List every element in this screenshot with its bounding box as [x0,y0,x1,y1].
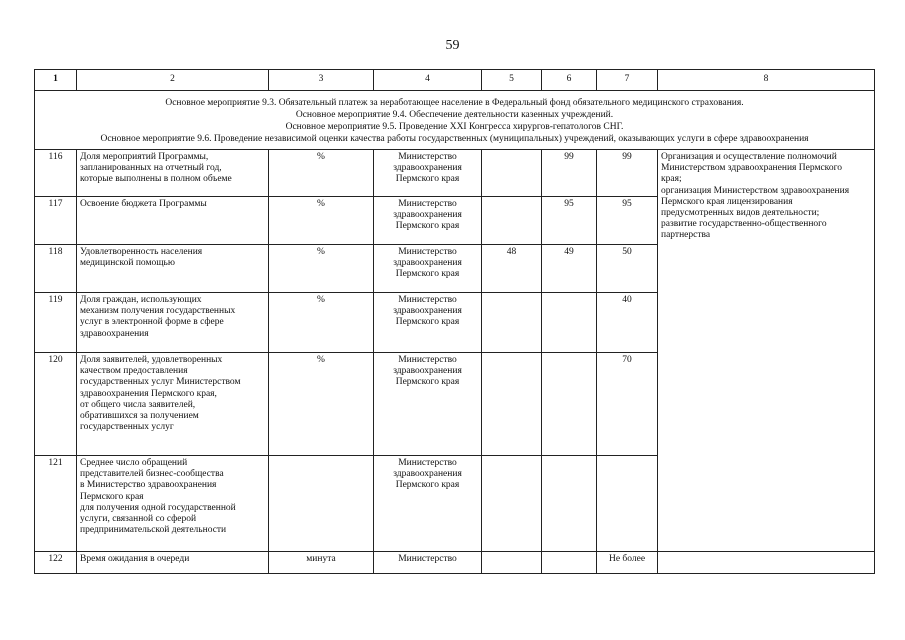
responsible-org [374,456,482,552]
responsible-org-line: Пермского края [395,377,460,388]
indicator-name-line: Доля мероприятий Программы, [80,152,209,162]
responsible-org-line: здравоохранения [393,306,462,317]
indicator-name-line: предпринимательской деятельности [80,525,227,536]
indicator-name-line: Среднее число обращений [80,458,188,468]
value-col7 [597,456,658,552]
column-header: 3 [269,70,374,91]
row-number: 119 [35,293,77,353]
indicator-name-line: представителей бизнес-сообщества [80,469,224,480]
indicator-name [77,150,269,197]
responsible-org-line: Министерство [398,295,457,305]
value-col5: 48 [482,245,542,293]
value-col7: 95 [597,197,658,245]
value-col7: 70 [597,353,658,456]
responsible-org [374,353,482,456]
indicator-name-line: здравоохранения [80,328,149,339]
value-col5 [482,353,542,456]
indicator-name-line: государственных услуг [80,422,174,433]
indicator-name-line: от общего числа заявителей, [80,399,196,410]
responsible-org-line: здравоохранения [393,366,462,377]
column-header: 8 [658,70,875,91]
responsible-org [374,150,482,197]
note-cell-line: Министерством здравоохранения Пермского [661,163,842,174]
unit-cell: % [269,197,374,245]
responsible-org-line: здравоохранения [393,210,462,221]
unit-cell: % [269,150,374,197]
column-header: 5 [482,70,542,91]
responsible-org-line: Пермского края [395,221,460,232]
section-heading-row [35,91,875,150]
value-col7: Не более [597,552,658,574]
row-number: 122 [35,552,77,574]
value-col6 [542,456,597,552]
section-line: Основное мероприятие 9.4. Обеспечение деятельности казенных учреждений. [295,110,614,120]
row-number: 121 [35,456,77,552]
responsible-org [374,245,482,293]
value-col7: 50 [597,245,658,293]
column-header: 1 [35,70,77,91]
indicator-name-line: Освоение бюджета Программы [80,199,207,209]
indicator-name-line: здравоохранения Пермского края, [80,388,217,399]
column-header: 4 [374,70,482,91]
note-cell-line: партнерства [661,230,711,241]
unit-cell: % [269,353,374,456]
indicator-name-line: запланированных на отчетный год, [80,163,222,174]
section-heading [35,91,875,150]
value-col7: 99 [597,150,658,197]
unit-cell: минута [269,552,374,574]
value-col6 [542,353,597,456]
indicator-name [77,456,269,552]
responsible-org-line: Пермского края [395,174,460,185]
indicator-name-line: Удовлетворенность населения [80,247,203,257]
indicator-name-line: обратившихся за получением [80,411,199,422]
indicator-name-line: Время ожидания в очереди [80,554,190,564]
unit-cell [269,456,374,552]
unit-cell: % [269,293,374,353]
table-row [35,552,875,574]
note-cell-line: Пермского края лицензирования [661,196,793,207]
indicator-name-line: услуги, связанной со сферой [80,514,197,525]
responsible-org-line: Министерство [398,554,457,564]
responsible-org [374,197,482,245]
row-number: 118 [35,245,77,293]
row-number: 120 [35,353,77,456]
indicator-name [77,245,269,293]
table-row [35,150,875,197]
responsible-org [374,293,482,353]
indicator-name-line: механизм получения государственных [80,306,236,317]
value-col5 [482,293,542,353]
indicator-name [77,353,269,456]
column-header: 6 [542,70,597,91]
responsible-org [374,552,482,574]
row-number: 117 [35,197,77,245]
value-col5 [482,197,542,245]
row-number: 116 [35,150,77,197]
responsible-org-line: Министерство [398,247,457,257]
column-header: 2 [77,70,269,91]
value-col6 [542,552,597,574]
value-col5 [482,552,542,574]
indicator-rows [35,150,875,574]
indicator-name-line: качеством предоставления [80,366,188,377]
note-cell-line: края; [661,174,682,185]
section-line: Основное мероприятие 9.6. Проведение независимой оценки качества работы государственных (муниципальных) учреждений, оказывающих услуги в сфере здравоохранения [100,134,809,144]
responsible-org-line: Пермского края [395,269,460,280]
indicator-name-line: которые выполнены в полном объеме [80,174,232,185]
indicator-name [77,293,269,353]
indicator-name-line: услуг в электронной форме в сфере [80,317,224,328]
note-cell [658,150,875,552]
note-cell-line: организация Министерством здравоохранения [661,185,850,196]
indicator-name-line: Доля граждан, использующих [80,295,202,305]
note-cell-line: развитие государственно-общественного [661,219,827,230]
indicator-name [77,552,269,574]
responsible-org-line: Пермского края [395,317,460,328]
value-col6: 95 [542,197,597,245]
column-header: 7 [597,70,658,91]
indicator-name-line: Пермского края [80,491,144,502]
responsible-org-line: здравоохранения [393,469,462,480]
unit-cell: % [269,245,374,293]
indicator-name-line: медицинской помощью [80,258,175,269]
indicator-name-line: государственных услуг Министерством [80,377,241,388]
value-col5 [482,150,542,197]
column-number-row [35,70,875,91]
value-col7: 40 [597,293,658,353]
section-line: Основное мероприятие 9.5. Проведение XXI Конгресса хирургов-гепатологов СНГ. [285,122,624,132]
page-number: 59 [445,38,460,53]
responsible-org-line: здравоохранения [393,163,462,174]
indicator-name-line: для получения одной государственной [80,502,236,513]
responsible-org-line: здравоохранения [393,258,462,269]
value-col6: 49 [542,245,597,293]
responsible-org-line: Министерство [398,355,457,365]
note-cell-line: Организация и осуществление полномочий [661,152,837,162]
indicators-table [34,69,875,574]
note-cell-empty [658,552,875,574]
responsible-org-line: Министерство [398,458,457,468]
indicator-name-line: в Министерство здравоохранения [80,480,217,491]
responsible-org-line: Министерство [398,152,457,162]
responsible-org-line: Пермского края [395,480,460,491]
note-cell-line: предусмотренных видов деятельности; [661,208,820,219]
section-line: Основное мероприятие 9.3. Обязательный платеж за неработающее население в Федеральный фонд обязательного медицинского страхования. [165,98,744,108]
value-col5 [482,456,542,552]
value-col6 [542,293,597,353]
indicator-name [77,197,269,245]
value-col6: 99 [542,150,597,197]
responsible-org-line: Министерство [398,199,457,209]
indicator-name-line: Доля заявителей, удовлетворенных [80,355,223,365]
